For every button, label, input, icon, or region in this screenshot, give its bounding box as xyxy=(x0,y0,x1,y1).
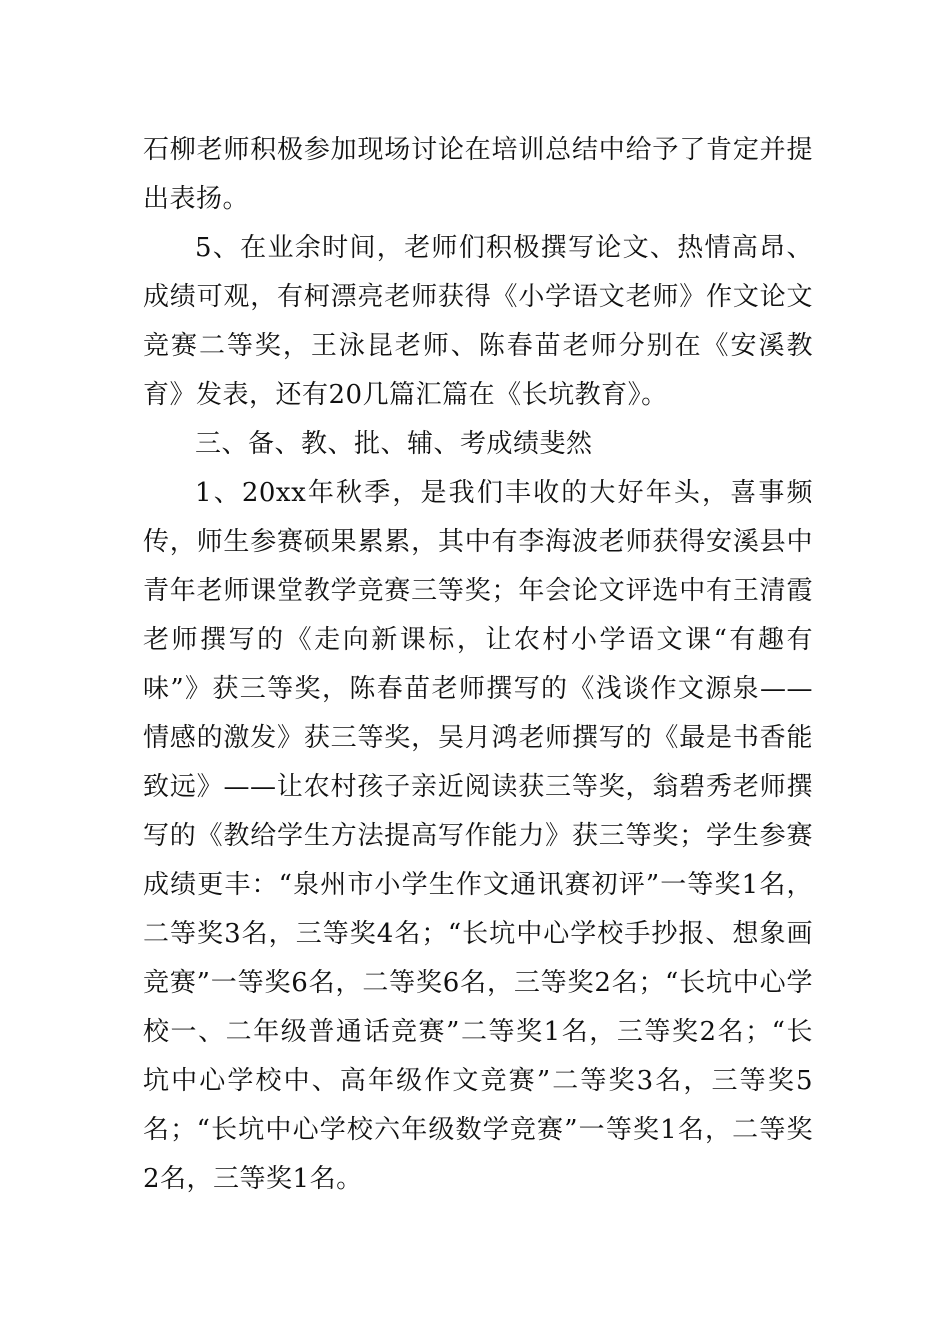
section-heading: 三、备、教、批、辅、考成绩斐然 xyxy=(195,429,593,459)
paragraph-section-3-item-1: 1、20xx年秋季，是我们丰收的大好年头，喜事频传，师生参赛硕果累累，其中有李海波老师获得安溪县中青年老师课堂教学竞赛三等奖；年会论文评选中有王清霞老师撰写的《走向新课标，让农村小学语文课“有趣有味”》获三等奖，陈春苗老师撰写的《浅谈作文源泉——情感的激发》获三等奖，吴月鸿老师撰写的《最是书香能致远》——让农村孩子亲近阅读获三等奖，翁碧秀老师撰写的《教给学生方法提高写作能力》获三等奖；学生参赛成绩更丰：“泉州市小学生作文通讯赛初评”一等奖1名，二等奖3名，三等奖4名；“长坑中心学校手抄报、想象画竞赛”一等奖6名，二等奖6名，三等奖2名；“长坑中心学校一、二年级普通话竞赛”二等奖1名，三等奖2名；“长坑中心学校中、高年级作文竞赛”二等奖3名，三等奖5名；“长坑中心学校六年级数学竞赛”一等奖1名，二等奖2名，三等奖1名。 xyxy=(143,478,813,1194)
paragraph-continuation: 石柳老师积极参加现场讨论在培训总结中给予了肯定并提出表扬。 xyxy=(143,135,813,214)
document-body xyxy=(143,126,813,1204)
paragraph-item-5: 5、在业余时间，老师们积极撰写论文、热情高昂、成绩可观，有柯漂亮老师获得《小学语文老师》作文论文竞赛二等奖，王泳昆老师、陈春苗老师分别在《安溪教育》发表，还有20几篇汇篇在《长坑教育》。 xyxy=(143,233,813,410)
